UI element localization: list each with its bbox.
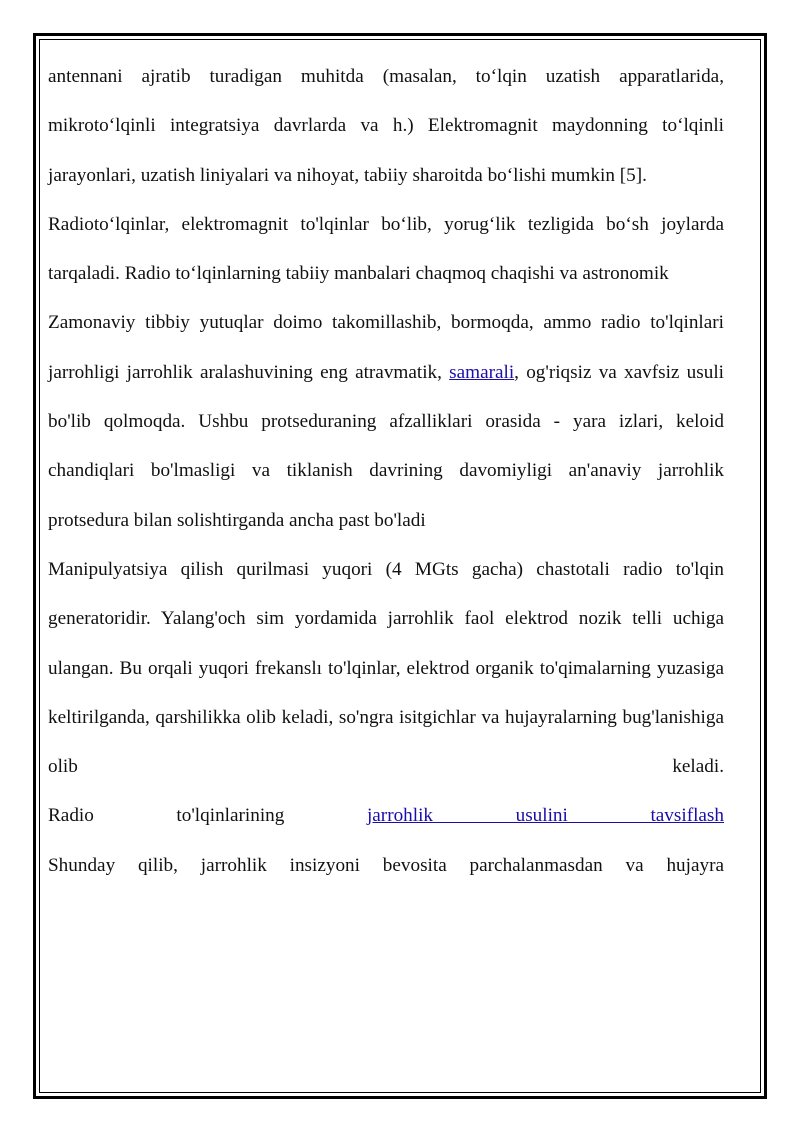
paragraph-3 <box>48 298 724 544</box>
paragraph-2: Radioto‘lqinlar, elektromagnit to'lqinlar bo‘lib, yorug‘lik tezligida bo‘sh joylarda tarqaladi. Radio to‘lqinlarning tabiiy manbalari chaqmoq chaqishi va astronomik <box>48 213 724 285</box>
paragraph-5-text-before: Radio to'lqinlarining <box>48 805 367 827</box>
paragraph-4: Manipulyatsiya qilish qurilmasi yuqori (4 MGts gacha) chastotali radio to'lqin generatoridir. Yalang'och sim yordamida jarrohlik faol elektrod nozik telli uchiga ulangan. Bu orqali yuqori frekanslı to'lqinlar, elektrod organik to'qimalarning yuzasiga keltirilganda, qarshilikka olib keladi, so'ngra isitgichlar va hujayralarning bug'lanishiga olib keladi. <box>48 558 724 778</box>
document-body <box>48 52 724 890</box>
paragraph-3-text-before: Zamonaviy tibbiy yutuqlar doimo takomillashib, bormoqda, ammo radio to'lqinlari jarrohligi jarrohlik aralashuvining eng atravmatik, <box>48 312 724 383</box>
paragraph-6: Shunday qilib, jarrohlik insizyoni bevosita parchalanmasdan va hujayra <box>48 854 724 876</box>
link-samarali[interactable]: samarali <box>449 361 515 383</box>
paragraph-1: antennani ajratib turadigan muhitda (masalan, to‘lqin uzatish apparatlarida, mikroto‘lqinli integratsiya davrlarda va h.) Elektromagnit maydonning to‘lqinli jarayonlari, uzatish liniyalari va nihoyat, tabiiy sharoitda bo‘lishi mumkin [5]. <box>48 66 724 186</box>
link-jarrohlik-usulini-tavsiflash[interactable]: jarrohlik usulini tavsiflash <box>366 805 724 827</box>
paragraph-3-text-after: , og'riqsiz va xavfsiz usuli bo'lib qolmoqda. Ushbu protseduraning afzalliklari orasida - yara izlari, keloid chandiqlari bo'lmasligi va tiklanish davrining davomiyligi an'anaviy jarrohlik protsedura bilan solishtirganda ancha past bo'ladi <box>48 361 724 531</box>
paragraph-5 <box>48 791 724 840</box>
